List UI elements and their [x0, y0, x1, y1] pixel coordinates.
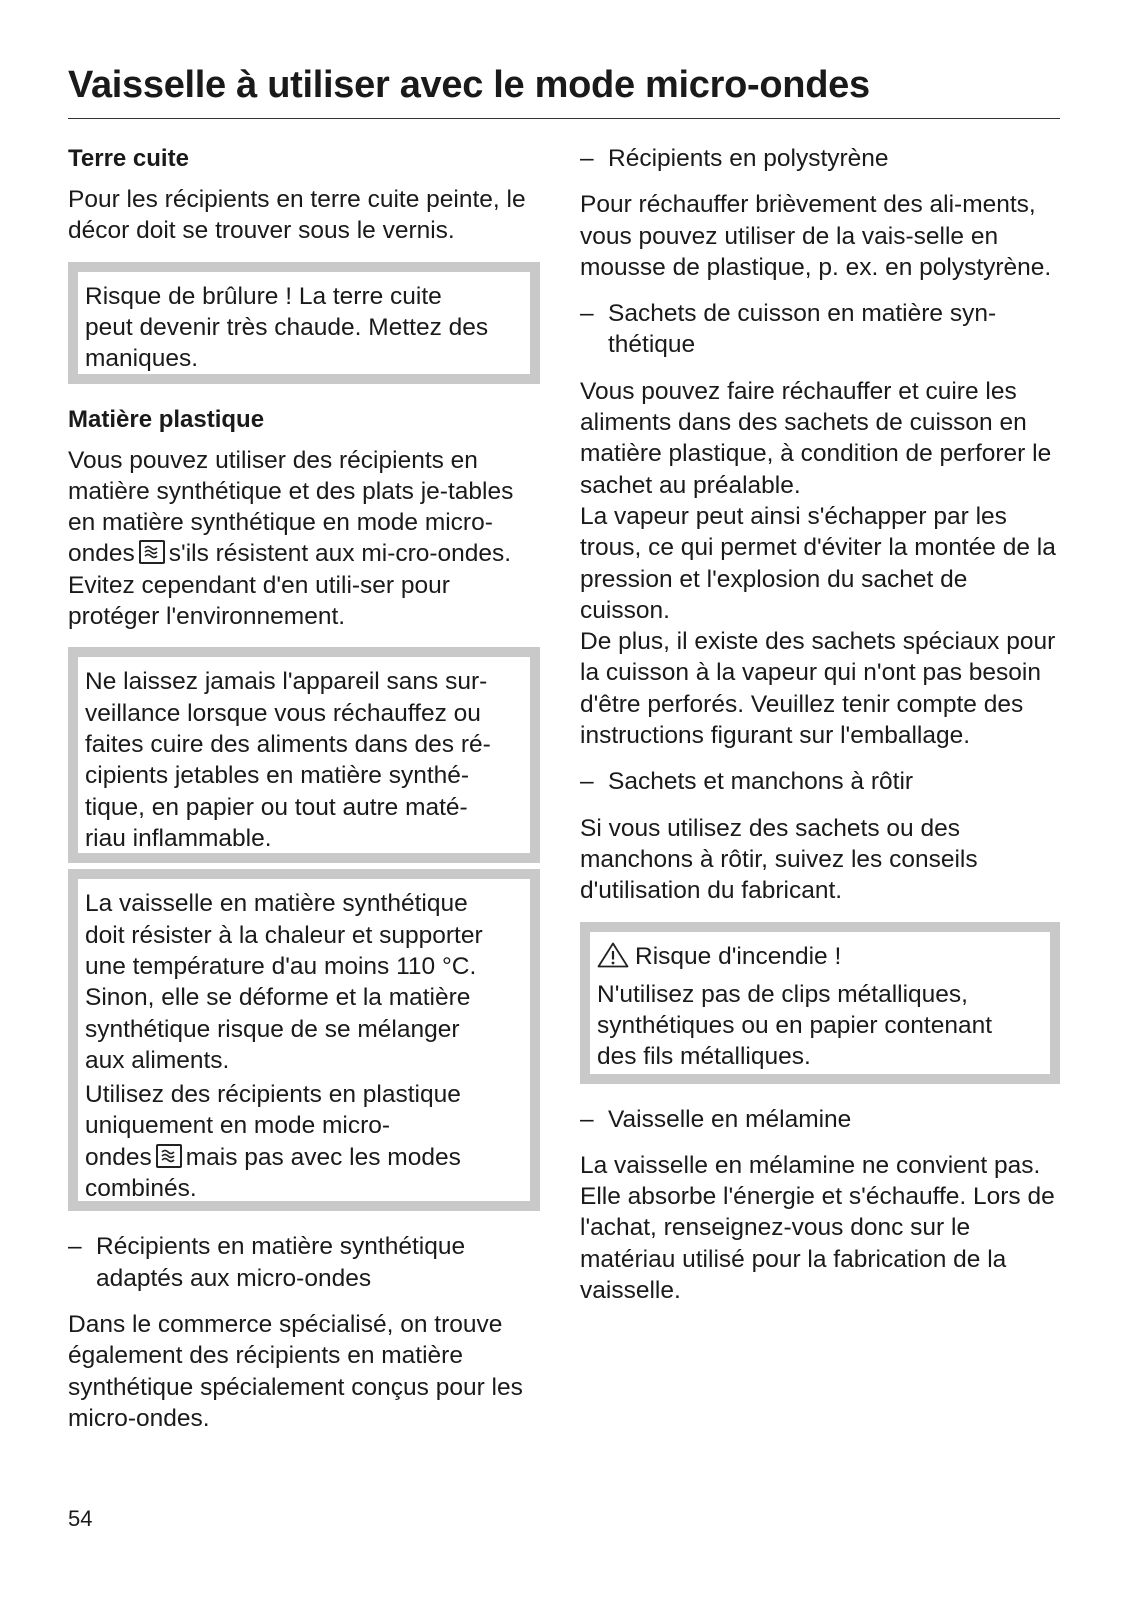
paragraph-terre-cuite: Pour les récipients en terre cuite peinte, le décor doit se trouver sous le vernis. [68, 186, 526, 245]
note-line: Sinon, elle se déforme et la matière [85, 984, 471, 1012]
warning-title: Risque d'incendie ! [635, 942, 842, 970]
dash-bullet: – [580, 768, 594, 796]
note-line: La vaisselle en matière synthétique [85, 890, 468, 918]
dash-bullet: – [580, 300, 594, 328]
note-line: maniques. [85, 345, 199, 373]
note-line: des fils métalliques. [597, 1043, 811, 1071]
note-line: tique, en papier ou tout autre maté- [85, 793, 468, 821]
note-line: Ne laissez jamais l'appareil sans sur- [85, 668, 488, 696]
note-line: doit résister à la chaleur et supporter [85, 921, 483, 949]
text-part: s'ils résistent aux mi-cro-ondes. Evitez cependant d'en utili-ser pour protéger l'environnement. [68, 540, 512, 631]
note-line: une température d'au moins 110 °C. [85, 952, 477, 980]
text-part: ondes [85, 1143, 152, 1171]
list-item-melamine [580, 1104, 1060, 1135]
list-item-polystyrene [580, 143, 1060, 174]
note-line: faites cuire des aliments dans des ré- [85, 730, 491, 758]
title-rule [68, 118, 1060, 119]
note-line: combinés. [85, 1175, 197, 1203]
dash-bullet: – [580, 1105, 594, 1133]
warning-triangle-icon [597, 942, 629, 976]
note-line [85, 1142, 520, 1173]
paragraph-melamine: La vaisselle en mélamine ne convient pas. Elle absorbe l'énergie et s'échauffe. Lors de l'achat, renseignez-vous donc sur le matériau utilisé pour la fabrication de la vaisselle. [580, 1151, 1055, 1305]
paragraph-polystyrene: Pour réchauffer brièvement des ali-ments, vous pouvez utiliser de la vais-selle en mousse de plastique, p. ex. en polystyrène. [580, 191, 1052, 281]
note-line: uniquement en mode micro- [85, 1112, 391, 1140]
note-surveillance [68, 647, 540, 863]
paragraph-sachets-1: Vous pouvez faire réchauffer et cuire les aliments dans des sachets de cuisson en matière plastique, à condition de perforer le sachet au préalable. [580, 377, 1052, 499]
heading-matiere-plastique: Matière plastique [68, 405, 265, 433]
note-line: Risque de brûlure ! La terre cuite [85, 282, 442, 310]
list-item-sachets-cuisson [580, 298, 1060, 361]
list-item-text: Vaisselle en mélamine [608, 1105, 852, 1133]
note-line: aux aliments. [85, 1046, 230, 1074]
warning-title-line [597, 941, 1040, 976]
paragraph-matiere-plastique [68, 445, 540, 633]
warning-incendie [580, 922, 1060, 1084]
heading-terre-cuite: Terre cuite [68, 145, 189, 172]
dash-bullet: – [68, 1233, 82, 1261]
note-line: N'utilisez pas de clips métalliques, [597, 980, 968, 1008]
paragraph-commerce: Dans le commerce spécialisé, on trouve également des récipients en matière synthétique spécialement conçus pour les micro-ondes. [68, 1310, 523, 1432]
list-item-text: Récipients en polystyrène [608, 145, 889, 172]
text-part: mais pas avec les modes [185, 1143, 461, 1171]
paragraph-sachets-3: De plus, il existe des sachets spéciaux pour la cuisson à la vapeur qui n'ont pas besoin d'être perforés. Veuillez tenir compte des instructions figurant sur l'emballage. [580, 628, 1056, 750]
microwave-mode-icon [139, 540, 165, 564]
list-item-text: Récipients en matière synthétique adaptés aux micro-ondes [96, 1233, 466, 1292]
note-brulure [68, 262, 540, 384]
note-line: synthétique risque de se mélanger [85, 1015, 460, 1043]
paragraph-sachets-2: La vapeur peut ainsi s'échapper par les trous, ce qui permet d'éviter la montée de la pression et l'explosion du sachet de cuisson. [580, 502, 1056, 624]
page-number: 54 [68, 1506, 93, 1531]
note-line: synthétiques ou en papier contenant [597, 1012, 993, 1040]
paragraph-manchons: Si vous utilisez des sachets ou des manchons à rôtir, suivez les conseils d'utilisation du fabricant. [580, 814, 978, 905]
page-title: Vaisselle à utiliser avec le mode micro-ondes [68, 64, 870, 106]
list-item-text: Sachets et manchons à rôtir [608, 768, 914, 796]
right-column [580, 143, 1060, 1306]
dash-bullet: – [580, 145, 594, 172]
note-line: Utilisez des récipients en plastique [85, 1081, 461, 1109]
note-line: peut devenir très chaude. Mettez des [85, 313, 489, 341]
note-chaleur [68, 869, 540, 1211]
left-column [68, 143, 540, 1434]
text-part: Vous pouvez utiliser des récipients en matière synthétique et des plats je-tables en matière synthétique en mode micro-ondes [68, 446, 514, 568]
list-item-recipients-synthetiques [68, 1231, 540, 1294]
note-line: veillance lorsque vous réchauffez ou [85, 699, 481, 727]
microwave-mode-icon [156, 1144, 182, 1168]
list-item-text: Sachets de cuisson en matière syn-thétique [608, 300, 997, 359]
note-line: riau inflammable. [85, 824, 272, 852]
list-item-manchons [580, 766, 1060, 797]
note-line: cipients jetables en matière synthé- [85, 762, 470, 790]
